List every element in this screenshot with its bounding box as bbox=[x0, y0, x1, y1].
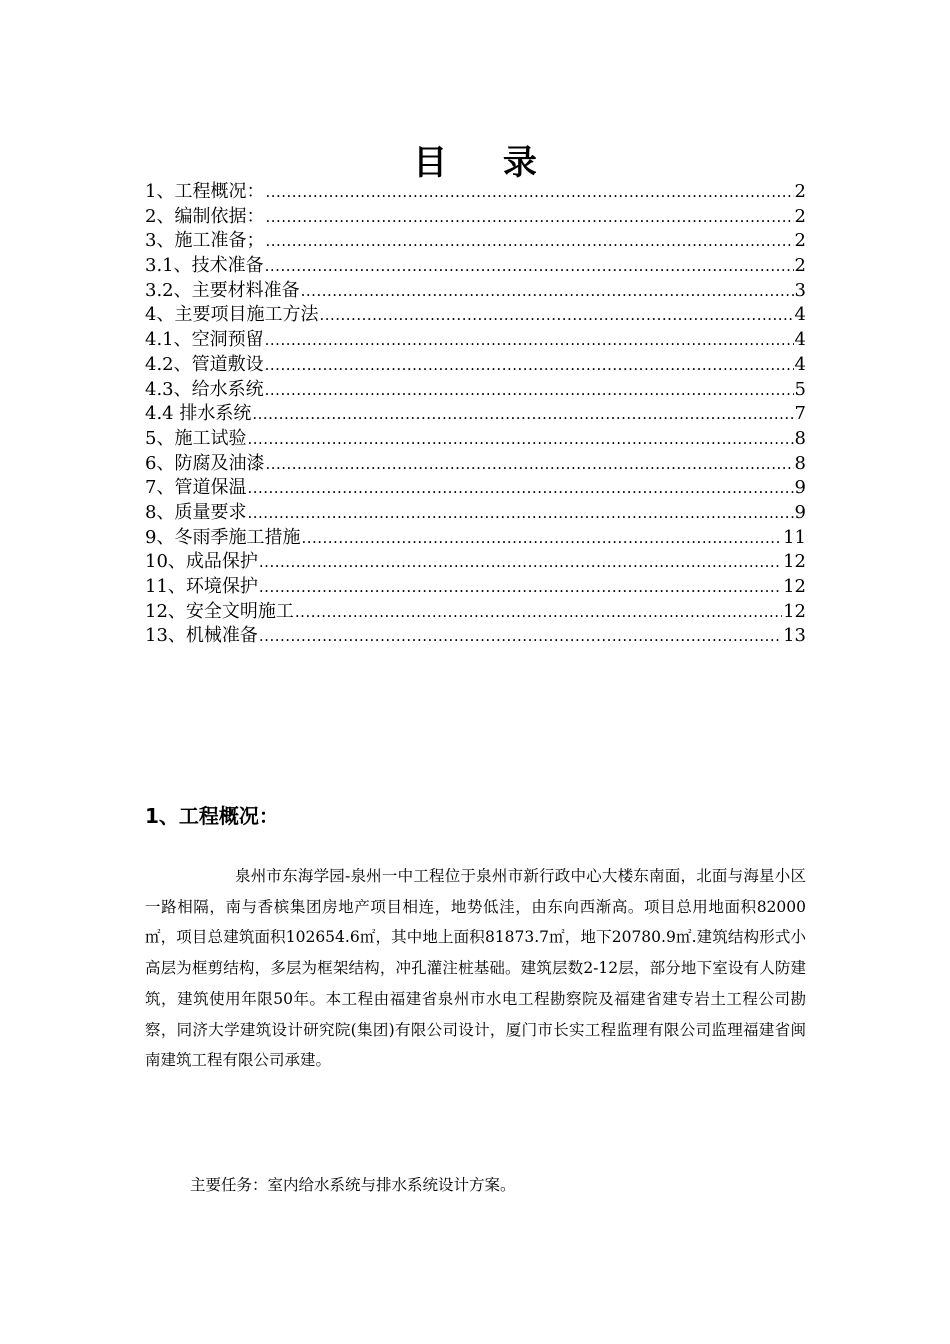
toc-dot-leader bbox=[247, 501, 793, 526]
toc-entry[interactable] bbox=[145, 328, 806, 353]
toc-entry-label: 9、冬雨季施工措施 bbox=[145, 526, 301, 548]
toc-entry-label: 10、成品保护 bbox=[145, 551, 258, 573]
toc-entry[interactable] bbox=[145, 624, 806, 649]
toc-dot-leader bbox=[265, 353, 794, 378]
project-overview-paragraph: 泉州市东海学园-泉州一中工程位于泉州市新行政中心大楼东南面，北面与海星小区一路相隔，南与香槟集团房地产项目相连，地势低洼，由东向西渐高。项目总用地面积82000㎡，项目总建筑面积102654.6㎡，其中地上面积81873.7㎡，地下20780.9㎡.建筑结构形式小高层为框剪结构，多层为框架结构，冲孔灌注桩基础。建筑层数2-12层，部分地下室设有人防建筑，建筑使用年限50年。本工程由福建省泉州市水电工程勘察院及福建省建专岩土工程公司勘察，同济大学建筑设计研究院(集团)有限公司设计，厦门市长实工程监理有限公司监理福建省闽南建筑工程有限公司承建。 bbox=[145, 867, 806, 1070]
toc-entry-page: 2 bbox=[794, 181, 806, 202]
toc-entry[interactable] bbox=[145, 575, 806, 600]
toc-entry-page: 7 bbox=[794, 403, 806, 425]
section-heading: 1、工程概况： bbox=[145, 804, 279, 828]
toc-entry[interactable] bbox=[145, 229, 806, 254]
main-task-paragraph: 主要任务：室内给水系统与排水系统设计方案。 bbox=[190, 1176, 516, 1194]
toc-entry[interactable] bbox=[145, 205, 806, 230]
toc-dot-leader bbox=[301, 526, 782, 551]
toc-entry-label: 8、质量要求 bbox=[145, 501, 247, 523]
toc-entry-page: 12 bbox=[783, 551, 806, 573]
toc-entry-page: 2 bbox=[794, 255, 806, 277]
toc-entry[interactable] bbox=[145, 452, 806, 477]
toc-entry-page: 11 bbox=[783, 526, 806, 548]
toc-entry-page: 5 bbox=[794, 378, 806, 400]
toc-entry[interactable] bbox=[145, 600, 806, 625]
toc-entry[interactable] bbox=[145, 526, 806, 551]
toc-entry[interactable] bbox=[145, 378, 806, 403]
toc-entry-page: 4 bbox=[794, 304, 806, 326]
toc-dot-leader bbox=[295, 600, 782, 625]
toc-entry-label: 6、防腐及油漆 bbox=[145, 452, 265, 474]
toc-entry-label: 3.1、技术准备 bbox=[145, 255, 264, 277]
toc-entry[interactable] bbox=[145, 303, 806, 328]
toc-entry-page: 4 bbox=[794, 329, 806, 351]
toc-entry[interactable] bbox=[145, 501, 806, 526]
toc-entry-page: 8 bbox=[794, 452, 806, 474]
toc-entry-page: 2 bbox=[794, 205, 806, 227]
toc-dot-leader bbox=[259, 575, 782, 600]
toc-dot-leader bbox=[319, 303, 793, 328]
toc-entry-label: 3、施工准备； bbox=[145, 230, 265, 252]
toc-entry[interactable] bbox=[145, 254, 806, 279]
toc-entry-label: 12、安全文明施工 bbox=[145, 600, 294, 622]
toc-dot-leader bbox=[301, 279, 794, 304]
toc-entry-page: 13 bbox=[783, 625, 806, 647]
toc-entry-label: 13、机械准备 bbox=[145, 625, 258, 647]
toc-list bbox=[145, 180, 806, 649]
toc-entry-label: 4、主要项目施工方法 bbox=[145, 304, 319, 326]
toc-dot-leader bbox=[247, 476, 793, 501]
toc-dot-leader bbox=[265, 254, 794, 279]
toc-entry-label: 2、编制依据： bbox=[145, 205, 265, 227]
toc-dot-leader bbox=[265, 229, 793, 254]
toc-entry-page: 3 bbox=[794, 279, 806, 301]
toc-entry-label: 3.2、主要材料准备 bbox=[145, 279, 300, 301]
toc-entry-label: 1、工程概况： bbox=[145, 181, 265, 202]
toc-entry-label: 4.2、管道敷设 bbox=[145, 353, 264, 375]
toc-entry[interactable] bbox=[145, 476, 806, 501]
toc-entry[interactable] bbox=[145, 279, 806, 304]
toc-entry-page: 2 bbox=[794, 230, 806, 252]
toc-entry-page: 4 bbox=[794, 353, 806, 375]
toc-dot-leader bbox=[265, 205, 793, 230]
toc-entry-label: 11、环境保护 bbox=[145, 576, 258, 597]
toc-dot-leader bbox=[265, 328, 794, 353]
toc-entry-page: 8 bbox=[794, 427, 806, 449]
toc-entry[interactable] bbox=[145, 550, 806, 575]
toc-dot-leader bbox=[259, 550, 782, 575]
toc-title: 目 录 bbox=[413, 142, 559, 183]
toc-entry-page: 9 bbox=[794, 477, 806, 499]
toc-entry-label: 7、管道保温 bbox=[145, 477, 247, 499]
toc-entry-label: 5、施工试验 bbox=[145, 427, 247, 449]
toc-dot-leader bbox=[265, 378, 794, 403]
toc-dot-leader bbox=[265, 452, 793, 477]
toc-dot-leader bbox=[252, 402, 793, 427]
toc-entry[interactable] bbox=[145, 180, 806, 205]
toc-dot-leader bbox=[259, 624, 782, 649]
toc-dot-leader bbox=[265, 180, 793, 205]
toc-entry-page: 12 bbox=[783, 576, 806, 597]
toc-entry-label: 4.4 排水系统 bbox=[145, 403, 252, 425]
toc-entry-label: 4.1、空洞预留 bbox=[145, 329, 264, 351]
toc-entry-page: 9 bbox=[794, 501, 806, 523]
toc-entry-page: 12 bbox=[783, 600, 806, 622]
toc-dot-leader bbox=[247, 427, 793, 452]
toc-entry[interactable] bbox=[145, 402, 806, 427]
toc-entry[interactable] bbox=[145, 353, 806, 378]
toc-entry[interactable] bbox=[145, 427, 806, 452]
toc-entry-label: 4.3、给水系统 bbox=[145, 378, 264, 400]
